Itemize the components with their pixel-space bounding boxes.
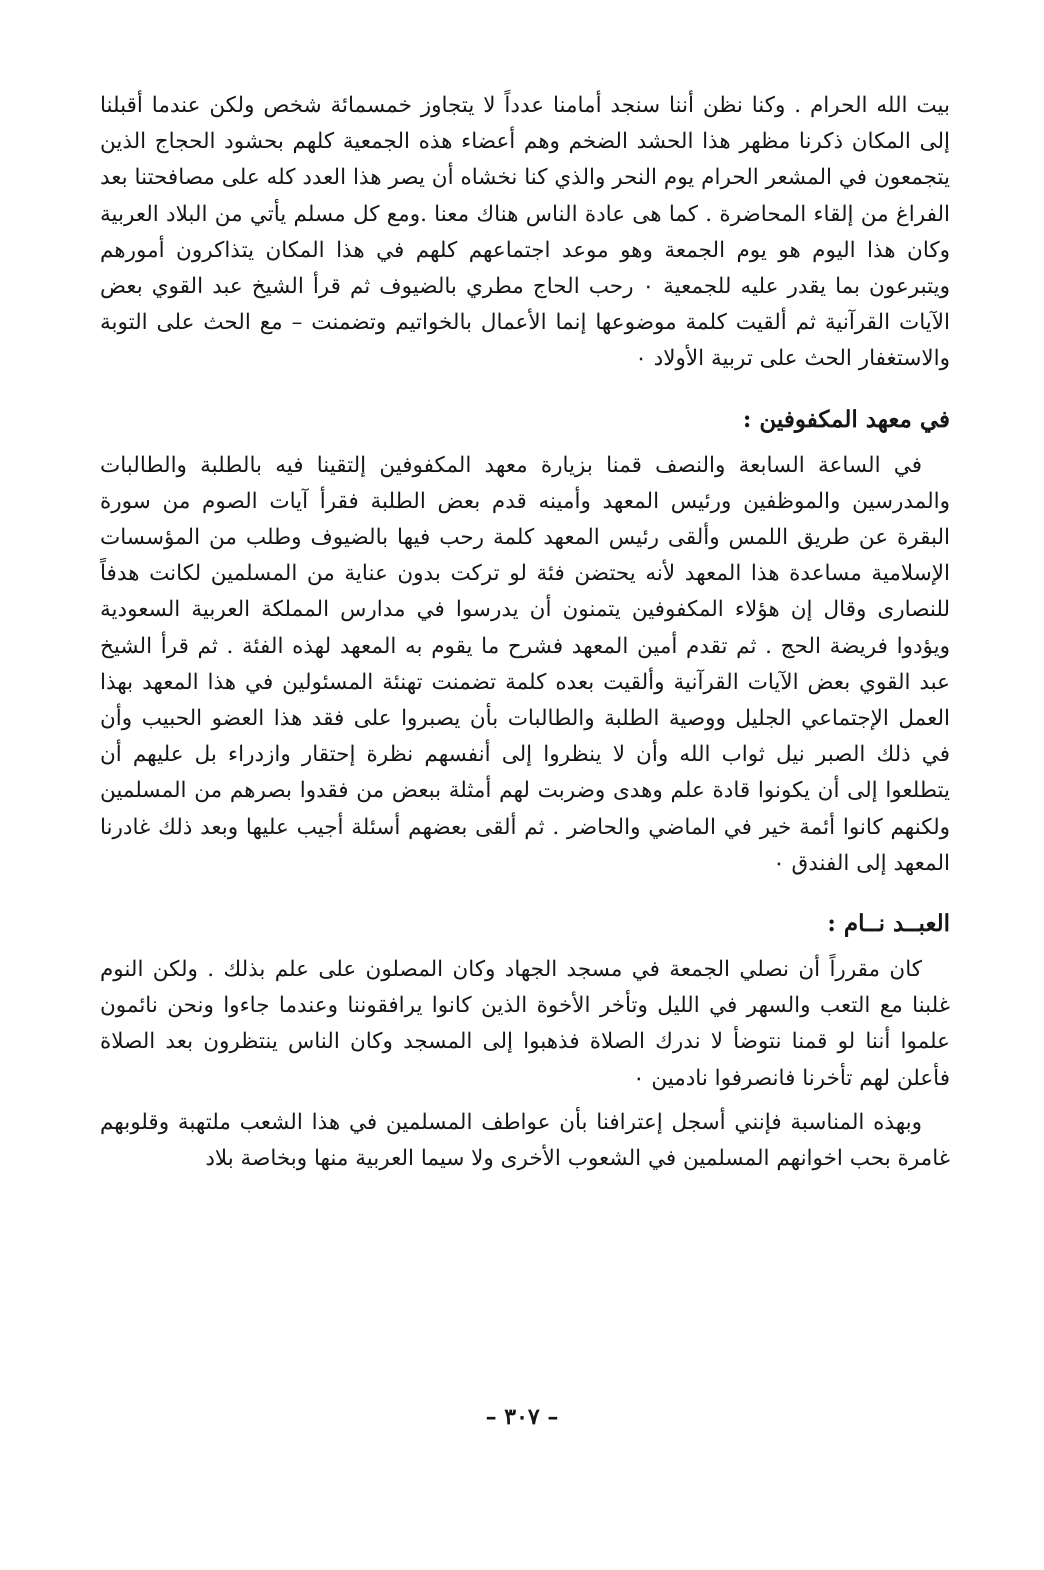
document-page <box>100 88 950 1177</box>
paragraph-4: وبهذه المناسبة فإنني أسجل إعترافنا بأن عواطف المسلمين في هذا الشعب ملتهبة وقلوبهم غامرة بحب اخوانهم المسلمين في الشعوب الأخرى ولا سيما العربية منها وبخاصة بلاد <box>100 1109 950 1172</box>
page-number: – ٣٠٧ – <box>485 1404 559 1430</box>
paragraph-2: في الساعة السابعة والنصف قمنا بزيارة معهد المكفوفين إلتقينا فيه بالطلبة والطالبات والمدرسين والموظفين ورئيس المعهد وأمينه قدم بعض الطلبة فقرأ آيات الصوم من سورة البقرة عن طريق اللمس وألقى رئيس المعهد كلمة رحب فيها بالضيوف وطلب من المؤسسات الإسلامية مساعدة هذا المعهد لأنه يحتضن فئة لو تركت بدون عناية من المسلمين لكانت هدفاً للنصارى وقال إن هؤلاء المكفوفين يتمنون أن يدرسوا في مدارس المملكة العربية السعودية ويؤدوا فريضة الحج . ثم تقدم أمين المعهد فشرح ما يقوم به المعهد لهذه الفئة . ثم قرأ الشيخ عبد القوي بعض الآيات القرآنية وألقيت بعده كلمة تضمنت تهنئة المسئولين في هذا المعهد بهذا العمل الإجتماعي الجليل ووصية الطلبة والطالبات بأن يصبروا على فقد هذا العضو الحبيب وأن في ذلك الصبر نيل ثواب الله وأن لا ينظروا إلى أنفسهم نظرة إحتقار وازدراء بل عليهم أن يتطلعوا إلى أن يكونوا قادة علم وهدى وضربت لهم أمثلة ببعض من فقدوا بصرهم من المسلمين ولكنهم كانوا أئمة خير في الماضي والحاضر . ثم ألقى بعضهم أسئلة أجيب عليها وبعد ذلك غادرنا المعهد إلى الفندق ٠ <box>100 452 950 876</box>
section-heading-slept: العبــد نــام : <box>827 910 950 938</box>
section-heading-blind-institute: في معهد المكفوفين : <box>742 405 950 433</box>
paragraph-1: بيت الله الحرام . وكنا نظن أننا سنجد أمامنا عدداً لا يتجاوز خمسمائة شخص ولكن عندما أقبلنا إلى المكان ذكرنا مظهر هذا الحشد الضخم وهم أعضاء هذه الجمعية كلهم بحشود الحجاج الذين يتجمعون في المشعر الحرام يوم النحر والذي كنا نخشاه أن يصر هذا العدد كله على مصافحتنا بعد الفراغ من إلقاء المحاضرة . كما هى عادة الناس هناك معنا .ومع كل مسلم يأتي من البلاد العربية وكان هذا اليوم هو يوم الجمعة وهو موعد اجتماعهم كلهم في هذا المكان يتذاكرون أمورهم ويتبرعون بما يقدر عليه للجمعية ٠ رحب الحاج مطري بالضيوف ثم قرأ الشيخ عبد القوي بعض الآيات القرآنية ثم ألقيت كلمة موضوعها إنما الأعمال بالخواتيم وتضمنت – مع الحث على التوبة والاستغفار الحث على تربية الأولاد ٠ <box>100 93 950 372</box>
paragraph-3: كان مقرراً أن نصلي الجمعة في مسجد الجهاد وكان المصلون على علم بذلك . ولكن النوم غلبنا مع التعب والسهر في الليل وتأخر الأخوة الذين كانوا يرافقوننا وعندما جاءوا ونحن نائمون علموا أننا لو قمنا نتوضأ لا ندرك الصلاة فذهبوا إلى المسجد وكان الناس ينتظرون بعد الصلاة فأعلن لهم تأخرنا فانصرفوا نادمين ٠ <box>100 957 950 1091</box>
